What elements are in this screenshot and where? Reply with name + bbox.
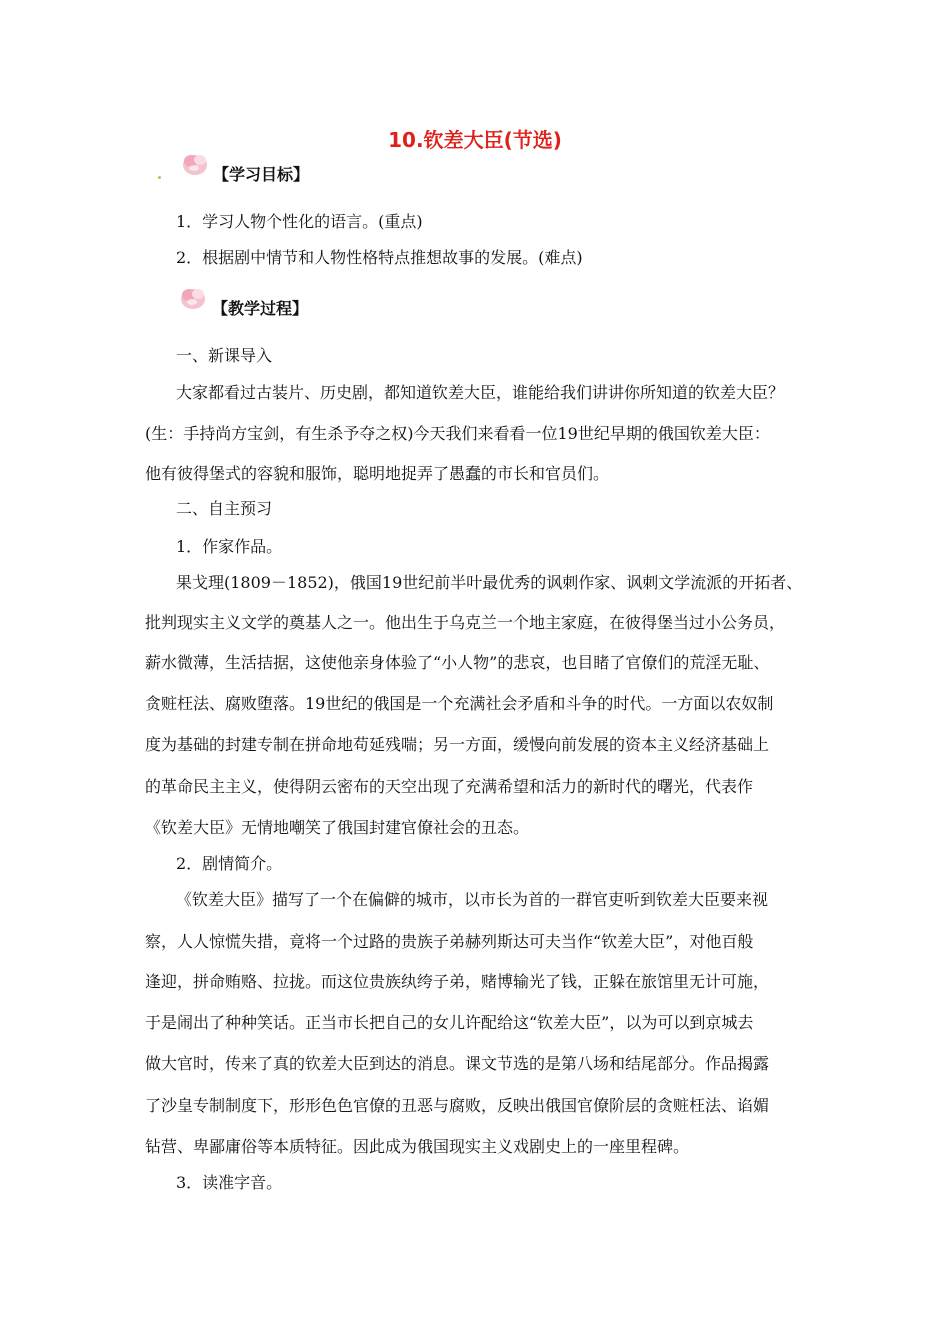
flower-icon (176, 282, 210, 312)
goal-item: 2．根据剧中情节和人物性格特点推想故事的发展。(难点) (176, 248, 583, 267)
paragraph-line: 了沙皇专制制度下，形形色色官僚的丑恶与腐败，反映出俄国官僚阶层的贪赃枉法、谄媚 (145, 1096, 770, 1115)
paragraph-line: 薪水微薄，生活拮据，这使他亲身体验了“小人物”的悲哀，也目睹了官僚们的荒淫无耻、 (145, 653, 770, 672)
process-heading: 【教学过程】 (212, 299, 309, 318)
flower-icon (178, 148, 212, 178)
section-heading: 一、新课导入 (176, 346, 273, 365)
paragraph-line: 逢迎，拼命贿赂、拉拢。而这位贵族纨绔子弟，赌博输光了钱，正躲在旅馆里无计可施， (145, 972, 770, 991)
paragraph-line: 于是闹出了种种笑话。正当市长把自己的女儿许配给这“钦差大臣”，以为可以到京城去 (145, 1013, 754, 1032)
goal-item: 1．学习人物个性化的语言。(重点) (176, 212, 423, 231)
paragraph-line: 贪赃枉法、腐败堕落。19世纪的俄国是一个充满社会矛盾和斗争的时代。一方面以农奴制 (145, 694, 774, 713)
document-title: 10.钦差大臣(节选) (388, 128, 562, 152)
paragraph-line: 的革命民主主义，使得阴云密布的天空出现了充满希望和活力的新时代的曙光，代表作 (145, 777, 754, 796)
paragraph-line: 钻营、卑鄙庸俗等本质特征。因此成为俄国现实主义戏剧史上的一座里程碑。 (145, 1137, 690, 1156)
paragraph-line: 批判现实主义文学的奠基人之一。他出生于乌克兰一个地主家庭，在彼得堡当过小公务员， (145, 613, 786, 632)
paragraph-line: 《钦差大臣》描写了一个在偏僻的城市，以市长为首的一群官吏听到钦差大臣要来视 (176, 890, 769, 909)
section-heading: 二、自主预习 (176, 499, 273, 518)
goals-heading: 【学习目标】 (213, 165, 310, 184)
paragraph-line: 《钦差大臣》无情地嘲笑了俄国封建官僚社会的丑态。 (145, 818, 530, 837)
paragraph-line: 大家都看过古装片、历史剧，都知道钦差大臣，谁能给我们讲讲你所知道的钦差大臣？ (176, 383, 785, 402)
paragraph-line: 察，人人惊慌失措，竟将一个过路的贵族子弟赫列斯达可夫当作“钦差大臣”，对他百般 (145, 932, 754, 951)
subsection-heading: 3．读准字音。 (176, 1173, 283, 1192)
subsection-heading: 1．作家作品。 (176, 537, 283, 556)
subsection-heading: 2．剧情简介。 (176, 854, 283, 873)
paragraph-line: 他有彼得堡式的容貌和服饰，聪明地捉弄了愚蠢的市长和官员们。 (145, 464, 610, 483)
paragraph-line: (生：手持尚方宝剑，有生杀予夺之权)今天我们来看看一位19世纪早期的俄国钦差大臣： (145, 424, 770, 443)
paragraph-line: 做大官时，传来了真的钦差大臣到达的消息。课文节选的是第八场和结尾部分。作品揭露 (145, 1054, 770, 1073)
paragraph-line: 度为基础的封建专制在拼命地苟延残喘；另一方面，缓慢向前发展的资本主义经济基础上 (145, 735, 770, 754)
decoration-dot (158, 176, 161, 179)
paragraph-line: 果戈理(1809－1852)，俄国19世纪前半叶最优秀的讽刺作家、讽刺文学流派的开拓者、 (176, 573, 803, 592)
